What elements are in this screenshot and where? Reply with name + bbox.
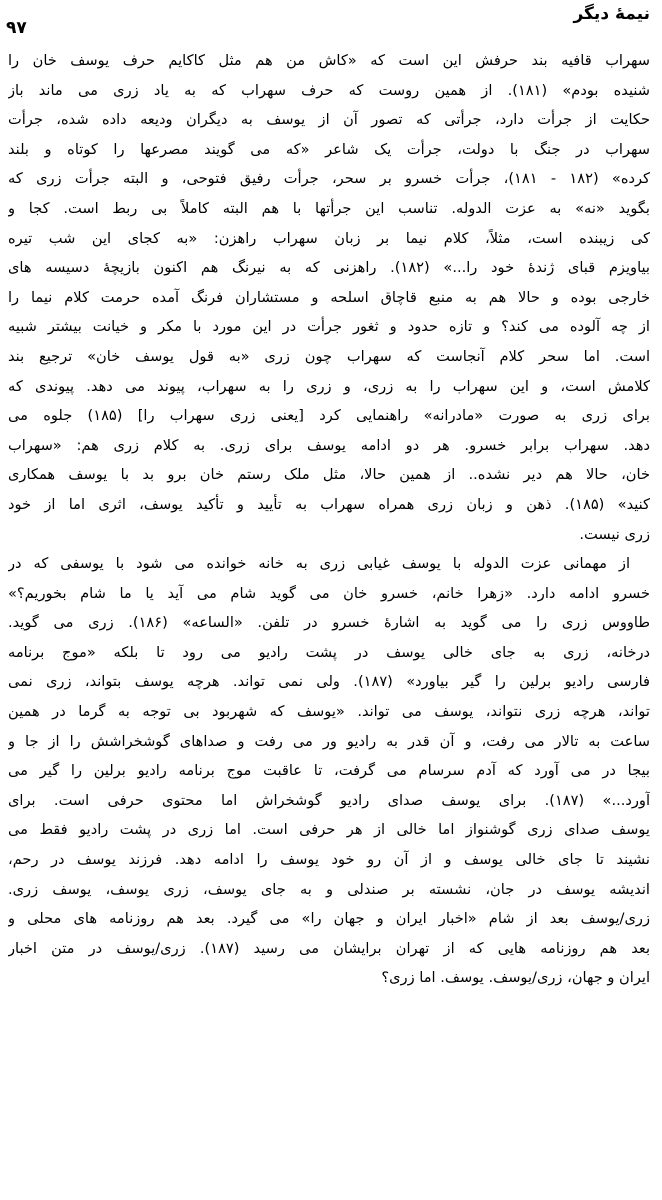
text-line: تواند، هرچه زری نتواند، یوسف می تواند. «یوسف که شهربود بی توجه به گرما در همین xyxy=(8,703,650,721)
text-line: بیاویزم قبای ژندهٔ خود را...» (۱۸۲). راهزنی که به نیرنگ هم اکنون بازیچهٔ دسیسه های xyxy=(8,259,650,277)
text-line: بعد هم روزنامه هایی که از تهران برایشان می رسید (۱۸۷). زری/یوسف در متن اخبار xyxy=(8,939,650,957)
text-line: نشیند تا جای خالی یوسف و از آن رو خود یوسف را ادامه دهد. فرزند یوسف در رحم، xyxy=(8,851,650,869)
paragraph-end-line: زری نیست. xyxy=(579,525,650,543)
paragraph-start-line: از مهمانی عزت الدوله با یوسف غیابی زری به خانه خوانده می شود با یوسفی که در xyxy=(8,555,630,573)
text-line: سهراب در جنگ با دولت، جرأت یک شاعر «که می گویند مصرعها را کوتاه و بلند xyxy=(8,140,650,158)
text-line: حکایت از جرأت دارد، جرأتی که تصور آن از یوسف به دیگران ودیعه داده شده، جرأت xyxy=(8,111,650,129)
text-line: برای زری به صورت «مادرانه» راهنمایی کرد [یعنی زری سهراب را] (۱۸۵) جلوه می xyxy=(8,407,650,425)
text-line: سهراب قافیه بند حرفش این است که «کاش من هم مثل کاکایم حرف یوسف خان را xyxy=(8,52,650,69)
text-line: یوسف صدای زری گوشنواز اما خالی از هر حرفی است. اما زری در پشت رادیو فقط می xyxy=(8,821,650,839)
text-line: خارجی بوده و حالا هم به منبع قاچاق اسلحه و مستشاران فرنگ آمده حرمت کلام نیما را xyxy=(8,288,650,306)
text-line: بگوید «نه» به عزت الدوله. تناسب این جرأتها با هم البته کاملاً بی ربط است. کجا و xyxy=(8,199,650,217)
text-line: اندیشه یوسف در جان، نشسته بر صندلی و به جای یوسف، زری یوسف، یوسف زری. xyxy=(8,880,650,898)
text-line: طاووس زری را می گوید به اشارهٔ خسرو در تلفن. «الساعه» (۱۸۶). زری می گوید. xyxy=(8,614,650,632)
text-line: کلامش است، و این سهراب را به زری، و زری را به سهراب، پیوند می دهد. پیوندی که xyxy=(8,377,650,395)
text-line: کی زیبنده است، مثلاً، کلام نیما بر زبان سهراب راهزن: «به کجای این شب تیره xyxy=(8,229,650,247)
paragraph-end-line: ایران و جهان، زری/یوسف. یوسف. اما زری؟ xyxy=(381,969,650,987)
text-line: درخانه، زری به جای خالی یوسف در پشت رادیو می رود تا بلکه «موج برنامه xyxy=(8,643,650,661)
text-line: کنید» (۱۸۵). ذهن و زبان زری همراه سهراب به تأیید و تأکید یوسف، اثری اما از خود xyxy=(8,495,650,513)
text-line: زری/یوسف بعد از شام «اخبار ایران و جهان را» می گیرد. بعد هم روزنامه های محلی و xyxy=(8,910,650,928)
running-title: نیمهٔ دیگر xyxy=(573,4,650,24)
text-line: است. اما سحر کلام آنجاست که سهراب چون زری «به قول یوسف خان» ترجیع بند xyxy=(8,347,650,365)
text-line: خان، حالا هم دیر نشده.. از همین حالا، مثل ملک رستم خان برو بد با یوسف همکاری xyxy=(8,466,650,484)
text-line: بیجا در می آورد که آدم سرسام می گرفت، تا عاقبت موج برنامه رادیو برلین را گیر می xyxy=(8,762,650,780)
text-line: خسرو ادامه دارد. «زهرا خانم، خسرو خان می گوید شام می آید یا ما شام بخوریم؟» xyxy=(8,584,650,602)
text-line: از چه آلوده می کند؟ و تازه حدود و ثغور جرأت در این مورد با مکر و خیانت بیشتر شبیه xyxy=(8,318,650,336)
text-line: ساعت به تالار می رفت، و آن قدر به رادیو ور می رفت و صداهای گوشخراشش را از جا و xyxy=(8,732,650,750)
text-line: شنیده بودم» (۱۸۱). از همین روست که حرف سهراب که به یاد زری می ماند باز xyxy=(8,81,650,99)
body-text xyxy=(8,46,650,993)
page-number: ۹۷ xyxy=(6,18,27,38)
text-line: آورد...» (۱۸۷). برای یوسف صدای رادیو گوشخراش اما محتوی حرفی است. برای xyxy=(8,791,650,809)
text-line: کرده» (۱۸۲ - ۱۸۱)، جرأت خسرو بر سحر، جرأت رفیق فتوحی، و البته جرأت زری که xyxy=(8,170,650,188)
text-line: دهد. سهراب برابر خسرو. هر دو ادامه یوسف برای زری. به کلام زری هم: «سهراب xyxy=(8,436,650,454)
text-line: فارسی رادیو برلین را گیر بیاورد» (۱۸۷). ولی نمی تواند. هرچه یوسف بتواند، زری نمی xyxy=(8,673,650,691)
